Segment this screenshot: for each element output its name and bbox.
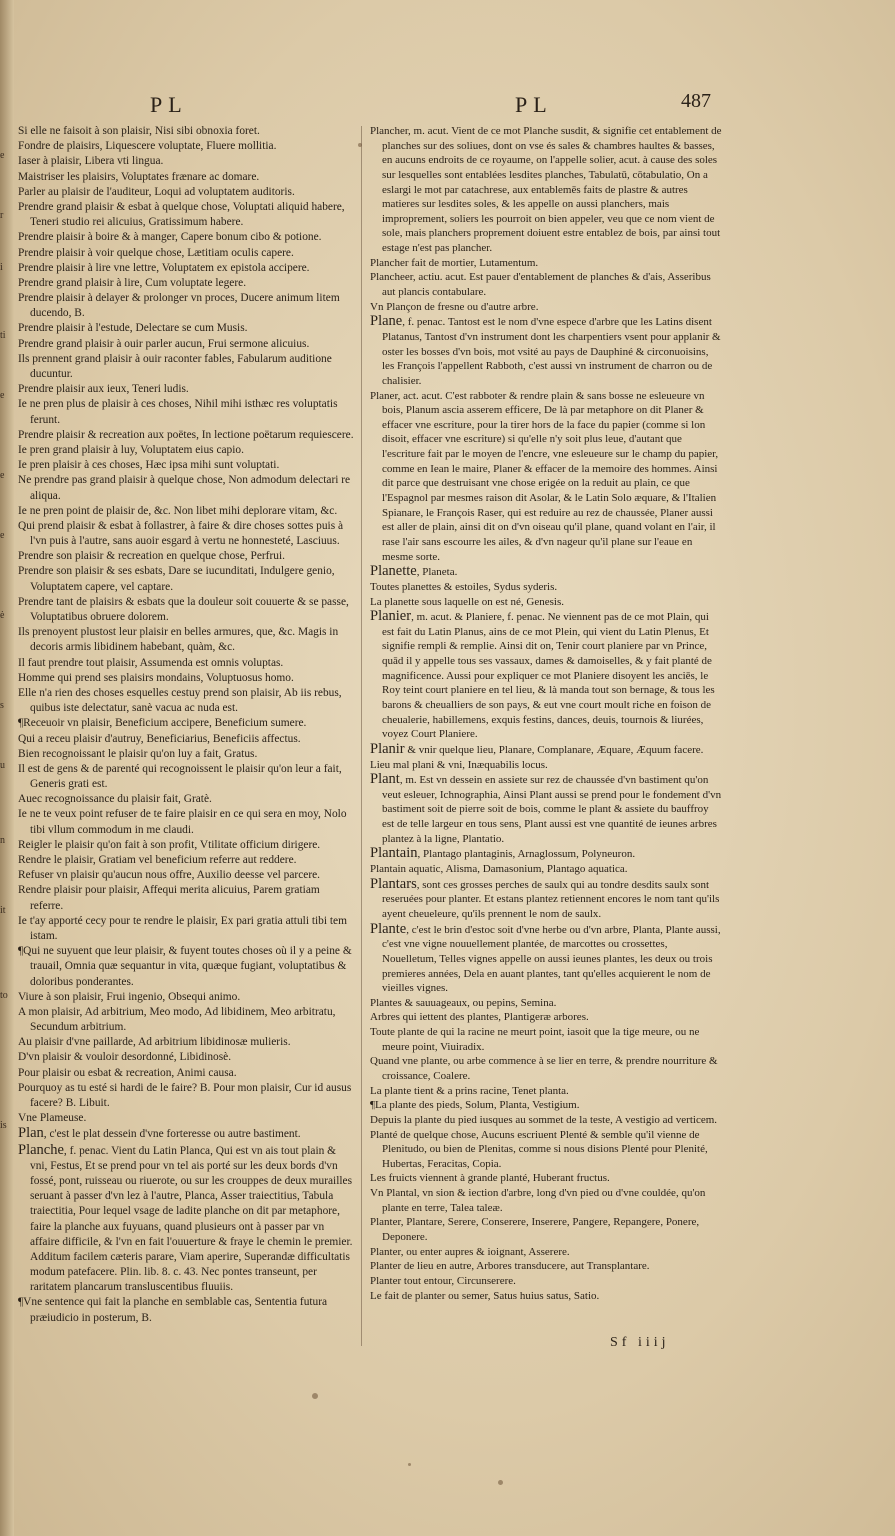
dictionary-entry: Prendre plaisir à lire vne lettre, Voluptatem ex epistola accipere. — [18, 261, 310, 274]
dictionary-entry: Auec recognoissance du plaisir fait, Gratè. — [18, 793, 212, 806]
dictionary-entry: Ie pren grand plaisir à luy, Voluptatem eius capio. — [18, 443, 244, 456]
dictionary-entry: Qui prend plaisir & esbat à follastrer, à faire & dire choses sottes puis à l'vn puis à l'autre, sans auoir esgard à vertu ne honnesteté, Lasciuus. — [18, 519, 344, 548]
dictionary-entry: D'vn plaisir & vouloir desordonné, Libidinosè. — [18, 1051, 232, 1064]
dictionary-entry: Toutes planettes & estoiles, Sydus syderis. — [370, 580, 558, 593]
dictionary-entry: Plantes & sauuageaux, ou pepins, Semina. — [370, 996, 557, 1009]
dictionary-entry: Pourquoy as tu esté si hardi de le faire? B. Pour mon plaisir, Cur id ausus facere? B. Libuit. — [18, 1081, 352, 1109]
dictionary-entry: Planter tout entour, Circunserere. — [370, 1274, 516, 1287]
column-rule — [361, 126, 362, 1346]
dictionary-entry: Reigler le plaisir qu'on fait à son profit, Vtilitate officium dirigere. — [18, 838, 321, 851]
dictionary-entry: Planir & vnir quelque lieu, Planare, Complanare, Æquare, Æquum facere. — [370, 740, 704, 757]
dictionary-entry: Refuser vn plaisir qu'aucun nous offre, Auxilio deesse vel parcere. — [18, 869, 321, 882]
dictionary-entry: Planier, m. acut. & Planiere, f. penac. Ne viennent pas de ce mot Plain, qui est fait du Latin Planus, ains de ce mot Plein, qui vient du Latin Plenus, Et signifie rempli & remplie. Ainsi dit on, Tenir court planiere par vn Prince, quād il y appelle tous ses vassaux, dames & damoiselles, & y fait planté de magnificence. Aussi pour expliquer ce mot Planiere disoyent les anciēs, le Roy teint court planiere en tel lieu, & là manda tout son bernage, & tous les barons & cheualliers de son pays, & eut vne court moult riche en foison de cheualerie, habillemens, exquis festins, dances, deuis, tournois & liurées, voyez Court Planiere. — [370, 608, 715, 741]
dictionary-entry: Les fruicts viennent à grande planté, Huberant fructus. — [370, 1172, 610, 1185]
dictionary-entry: Plantain aquatic, Alisma, Damasonium, Plantago aquatica. — [370, 863, 628, 876]
margin-fragment: it — [0, 905, 6, 916]
dictionary-entry: Rendre plaisir pour plaisir, Affequi merita alicuius, Parem gratiam referre. — [18, 884, 320, 912]
dictionary-entry: Pour plaisir ou esbat & recreation, Animi causa. — [18, 1066, 237, 1079]
dictionary-entry: Ie ne pren point de plaisir de, &c. Non libet mihi deplorare vitam, &c. — [18, 504, 338, 517]
margin-fragment: to — [0, 990, 8, 1001]
headword: Plan — [18, 1125, 44, 1142]
foxing-spot — [312, 1393, 318, 1399]
dictionary-entry: Plancher fait de mortier, Lutamentum. — [370, 256, 539, 269]
dictionary-entry: Planette, Planeta. — [370, 563, 458, 580]
dictionary-entry: Planche, f. penac. Vient du Latin Planca, Qui est vn ais tout plain & vni, Festus, Et se prend pour vn tel ais porté sur les deux bords d'vn fossé, pont, ruisseau ou riuerote, ou sur les crouppes de deux murailles seruant à passer d'vn lez à l'autre, Planca, Asser traiectitius, Tabula traiectitia, Pour lequel vsage de ladite planche on dit par metaphore, faire la planche aux fuyuans, quand plusieurs ont à passer par vn affaire difficile, & l'vn en fait l'ouuerture & fraye le chemin le premier. Additum facilem cæteris parare, Viam aperire, Superandæ difficultatis modum patefacere. Plin. lib. 8. c. 43. Nec pontes transeunt, per raritatem plancarum transluscentibus fluuiis. — [18, 1141, 353, 1294]
signature-mark: Sf iiij — [610, 1335, 670, 1350]
dictionary-entry: Si elle ne faisoit à son plaisir, Nisi sibi obnoxia foret. — [18, 125, 260, 137]
dictionary-entry: ¶Vne sentence qui fait la planche en semblable cas, Sententia futura præiudicio in posterum, B. — [18, 1296, 328, 1324]
dictionary-entry: Prendre plaisir aux ieux, Teneri ludis. — [18, 383, 189, 396]
dictionary-entry: Ie t'ay apporté cecy pour te rendre le plaisir, Ex pari gratia attuli tibi tem istam. — [18, 914, 347, 942]
dictionary-entry: Ils prennent grand plaisir à ouir raconter fables, Fabularum auditione ducuntur. — [18, 352, 332, 380]
headword: Planette — [370, 563, 417, 580]
dictionary-entry: Plante, c'est le brin d'estoc soit d'vne herbe ou d'vn arbre, Planta, Plante aussi, c'est vne vigne nouuellement plantée, de marcottes ou crossettes, Nouelletum, Telles vignes appelle on aussi ieunes plantes, les deux ou trois premieres années, Dela en auant plantes, tant qu'elles acquierent le nom de vieilles vignes. — [370, 920, 721, 995]
margin-fragment: n — [0, 835, 5, 846]
dictionary-entry: ¶Receuoir vn plaisir, Beneficium accipere, Beneficium sumere. — [18, 717, 307, 730]
margin-fragment: u — [0, 760, 5, 771]
dictionary-entry: Planer, act. acut. C'est rabboter & rendre plain & sans bosse ne esleueure vn bois, Planum ascia asserem efficere, De là par metaphore on dit Planer & effacer vne escriture, pour la tirer hors de la face du papier (comme si lon disoit, effacer vne escriture) si qu'elle n'y soit plus leue, d'autant que l'escriture fait par le moyen de l'encre, vne esleueure sur le champ du papier, comme en Iean le maire, Planer & effacer de la memoire des hommes. Ainsi dit parce que destruisant vne chose erigée on la reduit au plain, ce que l'Espagnol par mesmes raison dit Asolar, & le Latin Solo æquare, & l'Italien Spianare, le François Raser, qui est reduire au rez de chaussée, Planer aussi est aller de plain, ainsi dit on d'vn oiseau qu'il plane, quand volant en l'air, il rase l'air sans escourre les ailes, & d'vn nageur qu'il plane sur l'eaue en mesme sorte. — [370, 389, 719, 563]
dictionary-entry: Plantain, Plantago plantaginis, Arnaglossum, Polyneuron. — [370, 845, 636, 862]
right-column — [370, 124, 722, 1303]
dictionary-entry: Plantars, sont ces grosses perches de saulx qui au tondre desdits saulx sont reseruées pour planter. Et estans plantez retiennent encores le nom tant qu'ils ayent cheueleure, qu'ils prennent le nom de saulx. — [370, 875, 720, 920]
headword: Plante — [370, 920, 407, 937]
dictionary-entry: Planter, ou enter aupres & ioignant, Asserere. — [370, 1245, 570, 1258]
dictionary-entry: Ne prendre pas grand plaisir à quelque chose, Non admodum delectari re aliqua. — [18, 474, 351, 502]
margin-fragment: e — [0, 470, 5, 481]
dictionary-entry: Il est de gens & de parenté qui recognoissent le plaisir qu'on leur a fait, Generis grati est. — [18, 762, 342, 791]
foxing-spot — [358, 143, 362, 147]
dictionary-entry: Qui a receu plaisir d'autruy, Beneficiarius, Beneficiis affectus. — [18, 732, 301, 745]
dictionary-entry: Parler au plaisir de l'auditeur, Loqui ad voluptatem auditoris. — [18, 185, 295, 198]
margin-fragment: e — [0, 530, 5, 541]
dictionary-entry: Prendre son plaisir & ses esbats, Dare se iucunditati, Indulgere genio, Voluptatem capere, vel captare. — [18, 565, 335, 593]
dictionary-entry: Prendre plaisir à voir quelque chose, Lætitiam oculis capere. — [18, 246, 294, 259]
headword: Plant — [370, 771, 400, 788]
dictionary-entry: Au plaisir d'vne paillarde, Ad arbitrium libidinosæ mulieris. — [18, 1036, 291, 1049]
dictionary-entry: La planette sous laquelle on est né, Genesis. — [370, 595, 564, 608]
dictionary-entry: Ie ne pren plus de plaisir à ces choses, Nihil mihi isthæc res voluptatis ferunt. — [18, 398, 338, 426]
running-head-left: PL — [150, 92, 188, 117]
dictionary-entry: Ie pren plaisir à ces choses, Hæc ipsa mihi sunt voluptati. — [18, 459, 280, 472]
dictionary-entry: Plancher, m. acut. Vient de ce mot Planche susdit, & signifie cet entablement de planches sur des soliues, dont on vse és sales & chambres haultes & basses, en aucuns endroits de ce royaume, on l'appelle solier, acut. à cause des soles sur lesquelles sont entablées lesdites planches, Tabulatū, cōtabulatio, On a eslargi le mot par catachrese, aux entablemēs faits de plastre & autres matieres sur lesdites soles, & les appelle on aussi planchers, mais improprement, soliers les pourroit on bien appeler, veu que ce nom vient de sole, mais planchers proprement doiuent estre entablez de bois, par ainsi tout estage n'est pas plancher. — [370, 125, 722, 255]
dictionary-entry: Planté de quelque chose, Aucuns escriuent Plenté & semble qu'il vienne de Plenitudo, ou bien de Plenitas, comme si nous disions Plenté pour Plenité, Hubertas, Feracitas, Copia. — [370, 1128, 708, 1170]
left-column — [18, 124, 354, 1326]
dictionary-entry: A mon plaisir, Ad arbitrium, Meo modo, Ad libidinem, Meo arbitratu, Secundum arbitrium. — [18, 1005, 336, 1034]
dictionary-entry: Prendre grand plaisir à lire, Cum voluptate legere. — [18, 276, 247, 289]
dictionary-entry: Toute plante de qui la racine ne meurt point, iasoit que la tige meure, ou ne meure point, Viuiradix. — [370, 1026, 700, 1053]
running-header — [0, 92, 895, 122]
headword: Planier — [370, 608, 412, 625]
dictionary-entry: Planter de lieu en autre, Arbores transducere, aut Transplantare. — [370, 1260, 650, 1273]
headword: Plane — [370, 313, 403, 330]
dictionary-entry: Rendre le plaisir, Gratiam vel beneficium referre aut reddere. — [18, 854, 297, 866]
dictionary-entry: Prendre plaisir à boire & à manger, Capere bonum cibo & potione. — [18, 231, 322, 244]
dictionary-entry: Depuis la plante du pied iusques au sommet de la teste, A vestigio ad verticem. — [370, 1113, 718, 1126]
dictionary-entry: Maistriser les plaisirs, Voluptates frænare ac domare. — [18, 170, 260, 183]
dictionary-entry: Prendre grand plaisir à ouir parler aucun, Frui sermone alicuius. — [18, 337, 310, 350]
dictionary-entry: Prendre plaisir à delayer & prolonger vn proces, Ducere animum litem ducendo, B. — [18, 292, 340, 320]
margin-fragment: e — [0, 150, 5, 161]
dictionary-entry: Homme qui prend ses plaisirs mondains, Voluptuosus homo. — [18, 671, 294, 684]
dictionary-entry: Lieu mal plani & vni, Inæquabilis locus. — [370, 758, 548, 771]
margin-fragment: r — [0, 210, 4, 221]
headword: Planir — [370, 740, 405, 757]
dictionary-entry: Prendre plaisir à l'estude, Delectare se cum Musis. — [18, 322, 248, 335]
dictionary-entry: Prendre son plaisir & recreation en quelque chose, Perfrui. — [18, 550, 285, 563]
dictionary-entry: Ils prenoyent plustost leur plaisir en belles armures, que, &c. Magis in decoris armis libidinem habebant, quàm, &c. — [18, 626, 339, 654]
margin-fragment: s — [0, 700, 4, 711]
page-number: 487 — [681, 90, 711, 112]
dictionary-entry: Elle n'a rien des choses esquelles cestuy prend son plaisir, Ab iis rebus, quibus iste delectatur, sanè vacua ac nuda est. — [18, 686, 342, 715]
dictionary-entry: Il faut prendre tout plaisir, Assumenda est omnis voluptas. — [18, 656, 284, 669]
dictionary-entry: Prendre tant de plaisirs & esbats que la douleur soit couuerte & se passe, Voluptatibus obruere dolorem. — [18, 595, 349, 623]
headword: Plantars — [370, 875, 417, 892]
dictionary-entry: Vn Plançon de fresne ou d'autre arbre. — [370, 300, 539, 313]
margin-fragment: ti — [0, 330, 6, 341]
running-head-right: PL — [515, 92, 553, 117]
dictionary-entry: Vne Plameuse. — [18, 1112, 87, 1125]
dictionary-entry: Prendre plaisir & recreation aux poëtes, In lectione poëtarum requiescere. — [18, 428, 354, 441]
foxing-spot — [408, 1463, 411, 1466]
dictionary-entry: Le fait de planter ou semer, Satus huius satus, Satio. — [370, 1289, 600, 1302]
dictionary-entry: ¶Qui ne suyuent que leur plaisir, & fuyent toutes choses où il y a peine & trauail, Omnia quæ sequantur in vita, quæque fugiant, voluptatibus & doloribus ponderantes. — [18, 945, 352, 988]
dictionary-entry: Fondre de plaisirs, Liquescere voluptate, Fluere mollitia. — [18, 140, 277, 153]
dictionary-entry: La plante tient & a prins racine, Tenet planta. — [370, 1084, 569, 1097]
headword: Planche — [18, 1141, 64, 1158]
dictionary-entry: Planter, Plantare, Serere, Conserere, Inserere, Pangere, Repangere, Ponere, Deponere. — [370, 1216, 700, 1244]
foxing-spot — [498, 1480, 503, 1485]
dictionary-entry: Bien recognoissant le plaisir qu'on luy a fait, Gratus. — [18, 747, 258, 760]
dictionary-entry: Plant, m. Est vn dessein en assiete sur rez de chaussée d'vn bastiment qu'on veut esleuer, Ichnographia, Ainsi Plant aussi se prend pour le fondement d'vn bastiment soit de pierre soit de bois, comme le plant & assiete du bauffroy est de telle largeur en tous sens, Plant aussi est vne quantité de ieunes arbres plantez à la ligne, Plantatio. — [370, 771, 722, 845]
margin-fragment: is — [0, 1120, 7, 1131]
dictionary-entry: Arbres qui iettent des plantes, Plantigeræ arbores. — [370, 1011, 589, 1024]
margin-fragment: ė — [0, 610, 5, 621]
dictionary-entry: Vn Plantal, vn sion & iection d'arbre, long d'vn pied ou d'vne couldée, qu'on plante en terre, Talea taleæ. — [370, 1187, 706, 1214]
dictionary-entry: Quand vne plante, ou arbe commence à se lier en terre, & prendre nourriture & croissance, Coalere. — [370, 1055, 718, 1082]
margin-fragment: e — [0, 390, 5, 401]
dictionary-entry: Plan, c'est le plat dessein d'vne forteresse ou autre bastiment. — [18, 1125, 301, 1142]
margin-fragment: i — [0, 262, 3, 273]
dictionary-entry: ¶La plante des pieds, Solum, Planta, Vestigium. — [370, 1099, 580, 1112]
dictionary-entry: Prendre grand plaisir & esbat à quelque chose, Voluptati aliquid habere, Teneri studio rei alicuius, Gratissimum habere. — [18, 200, 345, 229]
dictionary-entry: Iaser à plaisir, Libera vti lingua. — [18, 155, 164, 168]
dictionary-entry: Viure à son plaisir, Frui ingenio, Obsequi animo. — [18, 990, 241, 1003]
dictionary-entry: Plancheer, actiu. acut. Est pauer d'entablement de planches & d'ais, Asseribus aut plancis contabulare. — [370, 271, 711, 299]
dictionary-entry: Ie ne te veux point refuser de te faire plaisir en ce qui sera en moy, Nolo tibi vllum commodum in me claudi. — [18, 808, 347, 836]
dictionary-entry: Plane, f. penac. Tantost est le nom d'vne espece d'arbre que les Latins disent Platanus, Tantost d'vn instrument dont les charpentiers vsent pour applanir & oster les bosses d'vn bois, mot vsité au pays de Dauphiné & circonuoisins, les François l'appellent Rabboth, c'est aussi vn instrument de charron ou de chalisier. — [370, 313, 721, 387]
headword: Plantain — [370, 845, 418, 862]
